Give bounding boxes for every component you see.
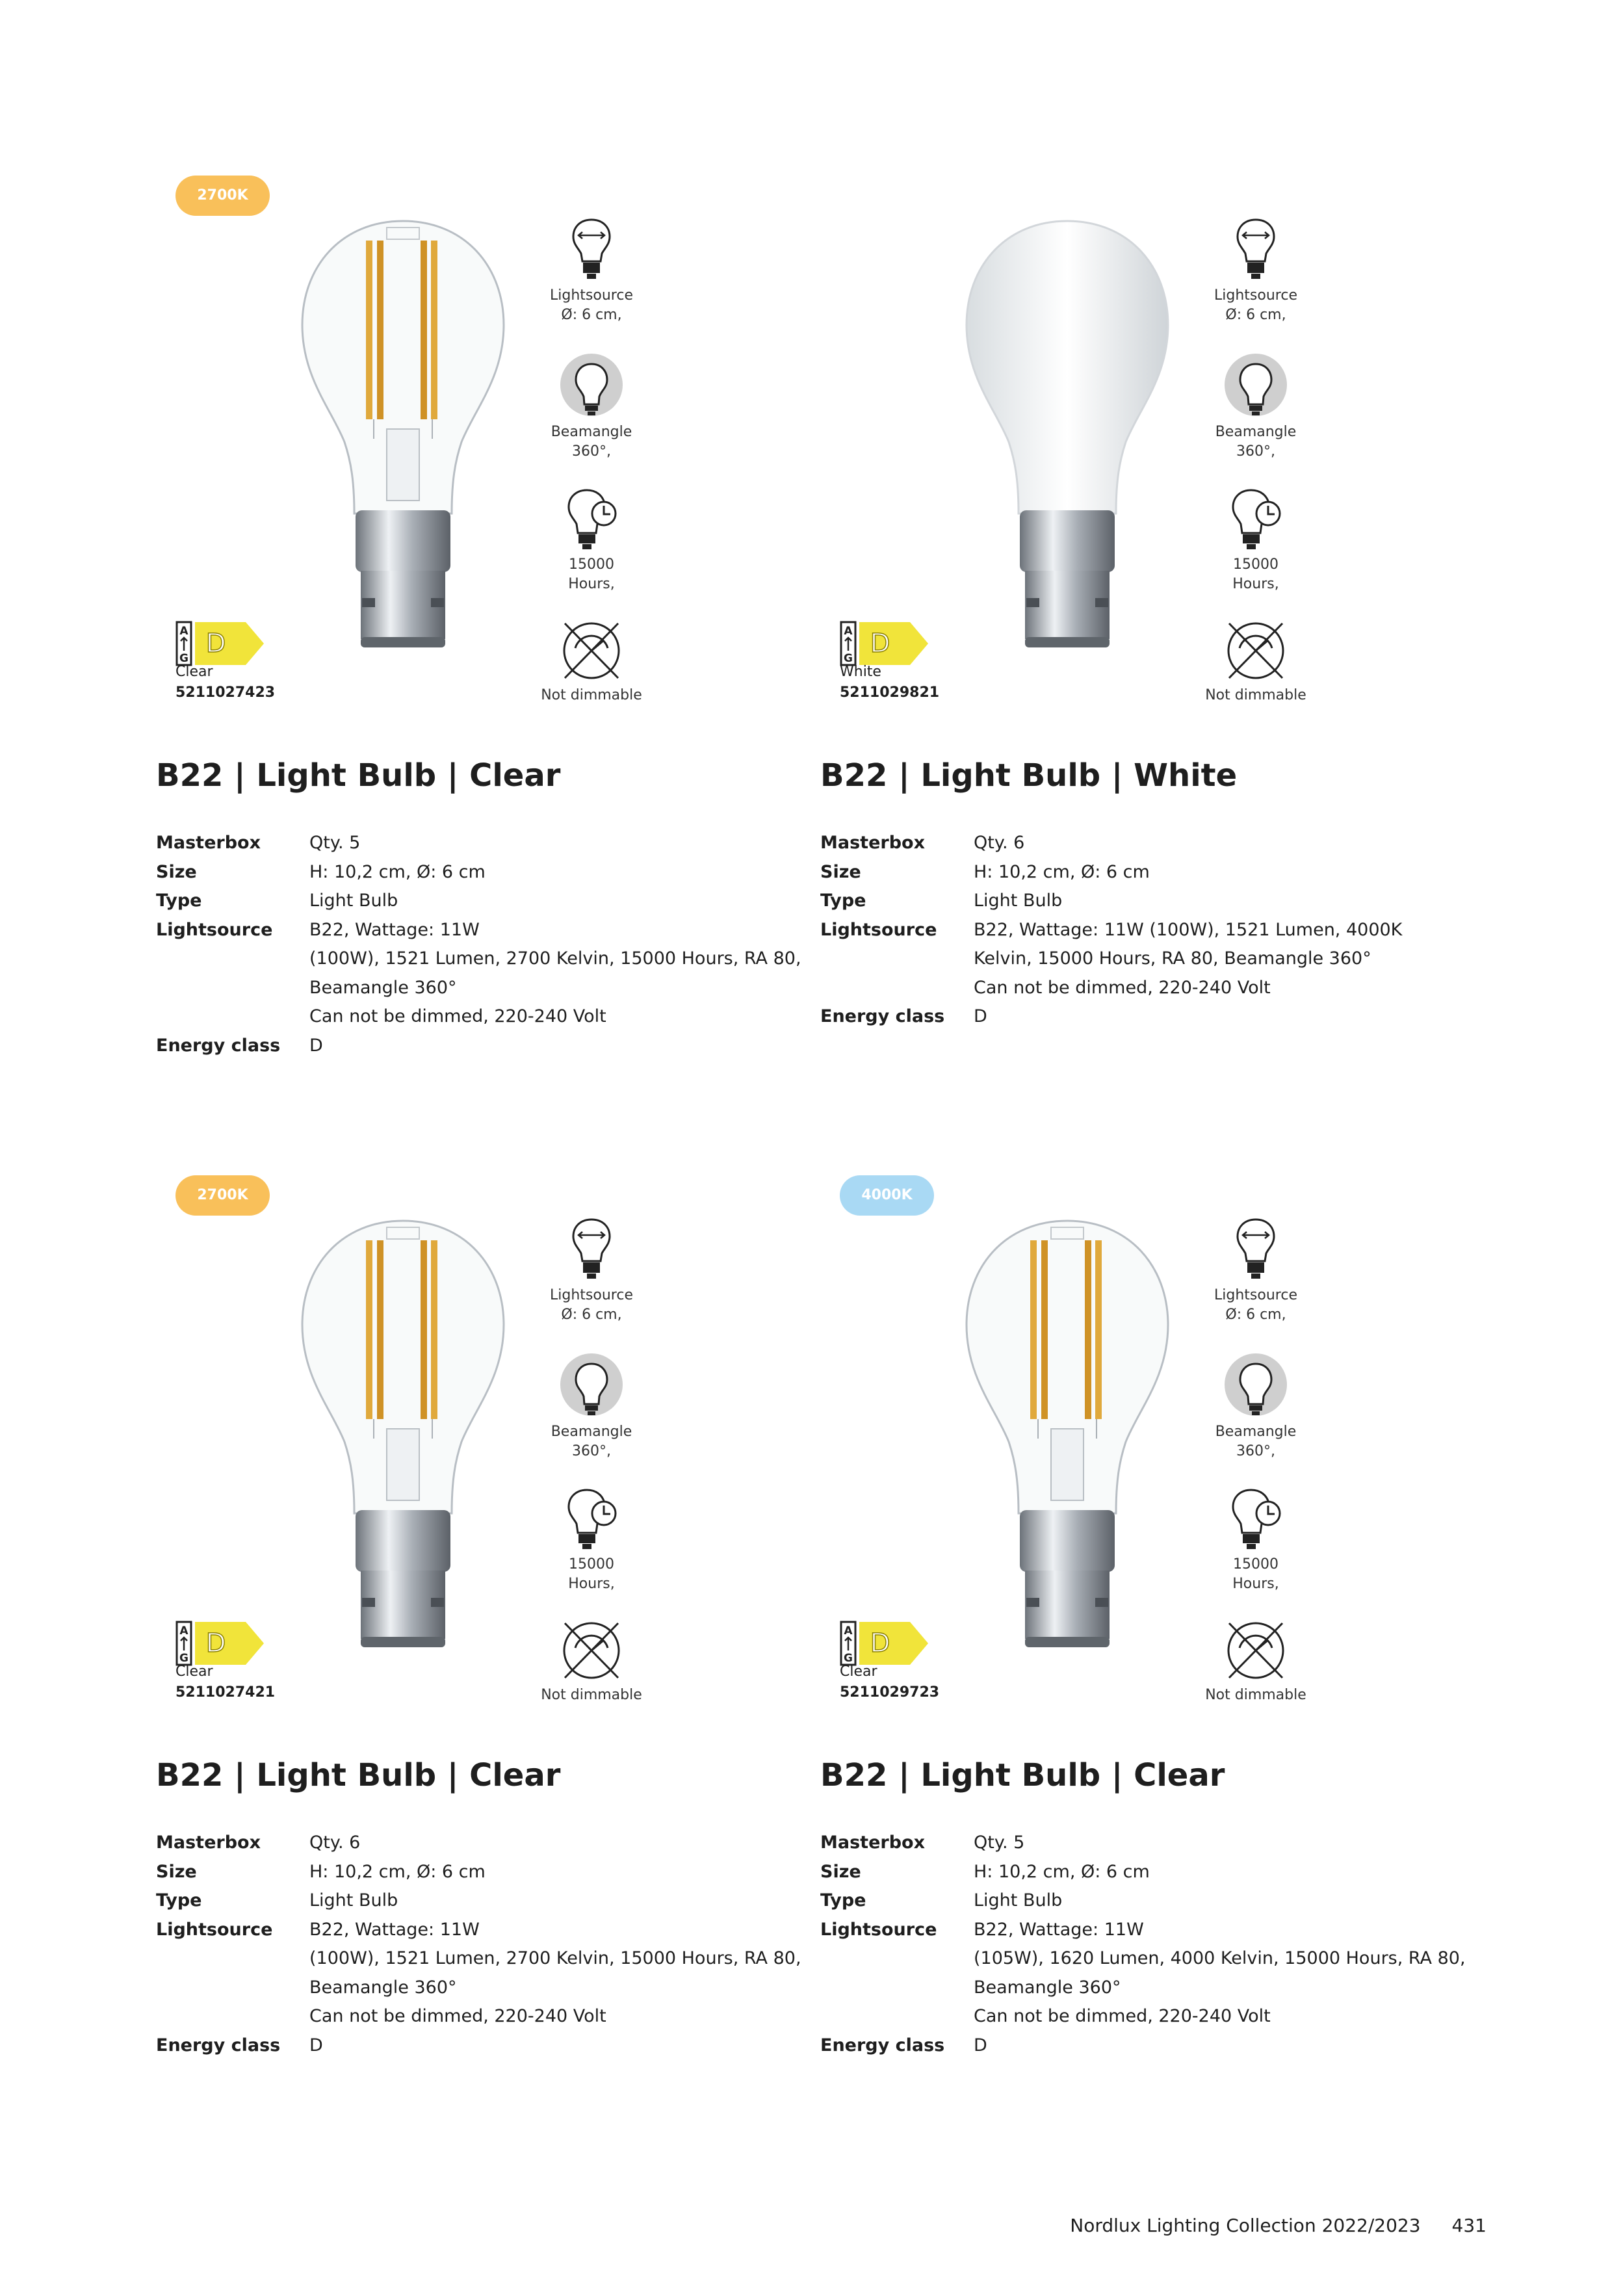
spec-value-line: Beamangle 360° xyxy=(309,1977,457,1998)
spec-row xyxy=(820,829,1477,858)
hours-label: Hours, xyxy=(568,576,615,592)
spec-value-line: H: 10,2 cm, Ø: 6 cm xyxy=(974,1861,1150,1882)
svg-text:A: A xyxy=(179,1624,188,1637)
variant-info xyxy=(175,1662,275,1703)
spec-value-line: Qty. 5 xyxy=(974,1833,1025,1853)
spec-value xyxy=(309,2031,812,2061)
lightsource-label: Lightsource xyxy=(550,1287,633,1303)
spec-value-line: Light Bulb xyxy=(974,1890,1063,1911)
filament xyxy=(431,1240,437,1419)
filament xyxy=(1085,1240,1091,1419)
energy-label-icon xyxy=(840,1621,931,1666)
product-title: B22 | Light Bulb | White xyxy=(820,757,1238,794)
variant-name: White xyxy=(840,664,881,680)
spec-value-line: Light Bulb xyxy=(309,891,398,911)
spec-value-line: B22, Wattage: 11W xyxy=(309,919,480,940)
filament xyxy=(366,1240,372,1419)
spec-value-line: B22, Wattage: 11W (100W), 1521 Lumen, 4000K xyxy=(974,919,1403,940)
spec-table xyxy=(156,829,812,1060)
collection-name: Nordlux Lighting Collection 2022/2023 xyxy=(1070,2215,1421,2236)
dimmable-label: Not dimmable xyxy=(541,1687,642,1703)
svg-text:A: A xyxy=(844,625,853,638)
hours-feature xyxy=(526,484,656,594)
lightsource-feature xyxy=(526,215,656,325)
spec-value-line: Beamangle 360° xyxy=(974,1977,1121,1998)
spec-table xyxy=(156,1829,812,2060)
bulb-glass xyxy=(967,221,1168,514)
spec-key: Lightsource xyxy=(820,1919,937,1940)
spec-value xyxy=(309,1886,812,1916)
lightsource-feature xyxy=(1191,1214,1321,1325)
beamangle-feature xyxy=(1191,351,1321,462)
spec-row xyxy=(156,2031,812,2061)
spec-value xyxy=(309,887,812,916)
spec-value-line: Light Bulb xyxy=(309,1890,398,1911)
product-title: B22 | Light Bulb | Clear xyxy=(820,1757,1225,1794)
spec-value-line: Light Bulb xyxy=(974,891,1063,911)
spec-row xyxy=(156,916,812,1032)
kelvin-badge: 4000K xyxy=(840,1175,934,1216)
spec-key: Size xyxy=(820,1861,861,1882)
variant-name: Clear xyxy=(840,1663,877,1680)
lightsource-label: Lightsource xyxy=(550,287,633,304)
lightsource-diameter-icon xyxy=(1232,1214,1279,1286)
variant-info xyxy=(840,662,939,703)
spec-key: Masterbox xyxy=(156,833,261,853)
spec-key: Energy class xyxy=(820,1006,945,1026)
spec-value xyxy=(309,1829,812,1858)
spec-value-line: Can not be dimmed, 220-240 Volt xyxy=(974,977,1271,998)
energy-label-icon xyxy=(175,621,266,666)
beamangle-feature xyxy=(1191,1351,1321,1461)
spec-value xyxy=(974,1858,1477,1887)
beamangle-label: Beamangle xyxy=(1215,424,1297,440)
product-title: B22 | Light Bulb | Clear xyxy=(156,757,561,794)
spec-row xyxy=(820,1886,1477,1916)
spec-value xyxy=(309,829,812,858)
product-sku: 5211027423 xyxy=(175,685,276,701)
spec-key: Lightsource xyxy=(156,1919,273,1940)
bulb-image xyxy=(947,1214,1188,1656)
spec-table xyxy=(820,829,1477,1032)
svg-text:G: G xyxy=(179,1652,188,1665)
variant-info xyxy=(175,662,275,703)
hours-value: 15000 xyxy=(569,1556,614,1572)
beamangle-value: 360°, xyxy=(1236,443,1275,460)
hours-feature xyxy=(526,1483,656,1594)
variant-name: Clear xyxy=(175,1663,213,1680)
glass-stem xyxy=(1051,1429,1084,1500)
spec-row xyxy=(820,1916,1477,2031)
spec-value xyxy=(974,1886,1477,1916)
dimmable-label: Not dimmable xyxy=(1205,1687,1306,1703)
spec-value xyxy=(974,858,1477,887)
bulb-base xyxy=(356,510,450,572)
spec-value-line: Can not be dimmed, 220-240 Volt xyxy=(974,2006,1271,2026)
spec-value-line: (100W), 1521 Lumen, 2700 Kelvin, 15000 Hours, RA 80, xyxy=(309,948,801,969)
spec-key: Masterbox xyxy=(820,833,925,853)
spec-value-line: B22, Wattage: 11W xyxy=(309,1919,480,1940)
not-dimmable-icon xyxy=(556,1614,627,1686)
glass-stem xyxy=(387,1429,419,1500)
not-dimmable-icon xyxy=(1220,614,1292,686)
filament xyxy=(1095,1240,1102,1419)
spec-value-line: H: 10,2 cm, Ø: 6 cm xyxy=(309,861,486,882)
bulb-base xyxy=(356,1510,450,1572)
bulb-base xyxy=(1020,1510,1115,1572)
kelvin-badge: 2700K xyxy=(175,1175,270,1216)
spec-value-line: D xyxy=(309,1035,323,1056)
product-card-3 xyxy=(156,1175,812,2176)
svg-text:D: D xyxy=(870,629,890,659)
spec-value xyxy=(309,1916,812,2031)
hours-value: 15000 xyxy=(1233,556,1279,573)
product-sku: 5211027421 xyxy=(175,1684,276,1701)
energy-label-icon xyxy=(175,1621,266,1666)
beamangle-label: Beamangle xyxy=(1215,1424,1297,1440)
svg-text:A: A xyxy=(844,1624,853,1637)
spec-key: Lightsource xyxy=(156,919,273,940)
lightsource-diameter-icon xyxy=(568,1214,615,1286)
svg-text:D: D xyxy=(205,1628,226,1658)
lightsource-diameter-icon xyxy=(1232,215,1279,286)
dimmable-feature xyxy=(526,614,656,705)
hours-label: Hours, xyxy=(1232,1576,1279,1592)
spec-value-line: H: 10,2 cm, Ø: 6 cm xyxy=(974,861,1150,882)
beamangle-value: 360°, xyxy=(1236,1443,1275,1459)
svg-text:G: G xyxy=(844,652,853,665)
spec-row xyxy=(156,1829,812,1858)
spec-key: Type xyxy=(820,1890,866,1911)
spec-value xyxy=(974,887,1477,916)
beamangle-feature xyxy=(526,1351,656,1461)
filament xyxy=(366,241,372,419)
spec-key: Lightsource xyxy=(820,919,937,940)
lifetime-clock-icon xyxy=(1227,1483,1285,1555)
svg-text:D: D xyxy=(205,629,226,659)
spec-key: Energy class xyxy=(820,2035,945,2055)
beamangle-label: Beamangle xyxy=(551,424,632,440)
spec-value-line: Can not be dimmed, 220-240 Volt xyxy=(309,2006,606,2026)
svg-text:G: G xyxy=(844,1652,853,1665)
spec-key: Energy class xyxy=(156,2035,281,2055)
not-dimmable-icon xyxy=(556,614,627,686)
energy-label-icon xyxy=(840,621,931,666)
spec-value xyxy=(309,1032,812,1061)
spec-row xyxy=(820,1858,1477,1887)
spec-key: Size xyxy=(156,861,197,882)
filament xyxy=(421,241,427,419)
spec-value-line: D xyxy=(974,1006,987,1026)
lightsource-value: Ø: 6 cm, xyxy=(1225,1307,1286,1323)
spec-value xyxy=(974,916,1477,1003)
spec-value-line: (105W), 1620 Lumen, 4000 Kelvin, 15000 Hours, RA 80, xyxy=(974,1948,1466,1968)
spec-key: Masterbox xyxy=(156,1833,261,1853)
lifetime-clock-icon xyxy=(1227,484,1285,555)
beamangle-icon xyxy=(559,1351,624,1422)
variant-name: Clear xyxy=(175,664,213,680)
lightsource-feature xyxy=(1191,215,1321,325)
product-card-4 xyxy=(820,1175,1477,2176)
spec-row xyxy=(156,887,812,916)
filament xyxy=(1041,1240,1048,1419)
spec-row xyxy=(820,916,1477,1003)
beamangle-icon xyxy=(1223,351,1288,423)
svg-text:D: D xyxy=(870,1628,890,1658)
spec-value-line: B22, Wattage: 11W xyxy=(974,1919,1144,1940)
bulb-base xyxy=(1020,510,1115,572)
spec-value xyxy=(309,858,812,887)
spec-row xyxy=(820,1829,1477,1858)
lifetime-clock-icon xyxy=(562,484,621,555)
hours-value: 15000 xyxy=(569,556,614,573)
spec-value xyxy=(309,916,812,1032)
spec-value xyxy=(974,829,1477,858)
spec-row xyxy=(820,2031,1477,2061)
spec-value-line: Qty. 6 xyxy=(309,1833,361,1853)
spec-row xyxy=(156,858,812,887)
spec-key: Type xyxy=(820,891,866,911)
not-dimmable-icon xyxy=(1220,1614,1292,1686)
page-footer xyxy=(1070,2215,1487,2236)
spec-value-line: Kelvin, 15000 Hours, RA 80, Beamangle 360° xyxy=(974,948,1371,969)
lightsource-label: Lightsource xyxy=(1214,1287,1297,1303)
bulb-image xyxy=(283,215,523,657)
product-sku: 5211029821 xyxy=(840,685,940,701)
product-sku: 5211029723 xyxy=(840,1684,940,1701)
lightsource-value: Ø: 6 cm, xyxy=(561,1307,622,1323)
spec-table xyxy=(820,1829,1477,2060)
spec-row xyxy=(156,1886,812,1916)
spec-key: Size xyxy=(156,1861,197,1882)
dimmable-label: Not dimmable xyxy=(541,687,642,703)
spec-key: Type xyxy=(156,1890,202,1911)
hours-value: 15000 xyxy=(1233,1556,1279,1572)
spec-row xyxy=(820,887,1477,916)
spec-row xyxy=(156,1916,812,2031)
svg-text:G: G xyxy=(179,652,188,665)
spec-row xyxy=(820,858,1477,887)
spec-row xyxy=(820,1002,1477,1032)
spec-value-line: D xyxy=(974,2035,987,2055)
lightsource-value: Ø: 6 cm, xyxy=(561,307,622,323)
hours-feature xyxy=(1191,484,1321,594)
spec-value-line: Qty. 5 xyxy=(309,833,361,853)
dimmable-feature xyxy=(1191,614,1321,705)
spec-row xyxy=(156,1032,812,1061)
lifetime-clock-icon xyxy=(562,1483,621,1555)
product-card-2 xyxy=(820,176,1477,1177)
spec-value-line: D xyxy=(309,2035,323,2055)
filament xyxy=(377,241,383,419)
lightsource-feature xyxy=(526,1214,656,1325)
lightsource-value: Ø: 6 cm, xyxy=(1225,307,1286,323)
beamangle-value: 360°, xyxy=(572,443,611,460)
dimmable-label: Not dimmable xyxy=(1205,687,1306,703)
lightsource-diameter-icon xyxy=(568,215,615,286)
beamangle-feature xyxy=(526,351,656,462)
spec-key: Size xyxy=(820,861,861,882)
spec-key: Type xyxy=(156,891,202,911)
dimmable-feature xyxy=(1191,1614,1321,1705)
hours-label: Hours, xyxy=(568,1576,615,1592)
spec-key: Energy class xyxy=(156,1035,281,1056)
dimmable-feature xyxy=(526,1614,656,1705)
product-title: B22 | Light Bulb | Clear xyxy=(156,1757,561,1794)
kelvin-badge: 2700K xyxy=(175,176,270,216)
beamangle-value: 360°, xyxy=(572,1443,611,1459)
spec-row xyxy=(156,829,812,858)
bulb-image xyxy=(947,215,1188,657)
glass-stem xyxy=(387,429,419,501)
hours-label: Hours, xyxy=(1232,576,1279,592)
beamangle-icon xyxy=(1223,1351,1288,1422)
spec-value xyxy=(974,1829,1477,1858)
spec-row xyxy=(156,1858,812,1887)
spec-value-line: (100W), 1521 Lumen, 2700 Kelvin, 15000 Hours, RA 80, xyxy=(309,1948,801,1968)
beamangle-label: Beamangle xyxy=(551,1424,632,1440)
filament xyxy=(431,241,437,419)
svg-text:A: A xyxy=(179,625,188,638)
bulb-image xyxy=(283,1214,523,1656)
spec-value xyxy=(309,1858,812,1887)
spec-value xyxy=(974,1916,1477,2031)
filament xyxy=(1030,1240,1037,1419)
page-number: 431 xyxy=(1451,2215,1487,2236)
beamangle-icon xyxy=(559,351,624,423)
spec-value-line: Beamangle 360° xyxy=(309,977,457,998)
spec-key: Masterbox xyxy=(820,1833,925,1853)
spec-value xyxy=(974,1002,1477,1032)
spec-value-line: Qty. 6 xyxy=(974,833,1025,853)
variant-info xyxy=(840,1662,939,1703)
lightsource-label: Lightsource xyxy=(1214,287,1297,304)
product-card-1 xyxy=(156,176,812,1177)
spec-value xyxy=(974,2031,1477,2061)
hours-feature xyxy=(1191,1483,1321,1594)
spec-value-line: H: 10,2 cm, Ø: 6 cm xyxy=(309,1861,486,1882)
filament xyxy=(377,1240,383,1419)
filament xyxy=(421,1240,427,1419)
spec-value-line: Can not be dimmed, 220-240 Volt xyxy=(309,1006,606,1026)
